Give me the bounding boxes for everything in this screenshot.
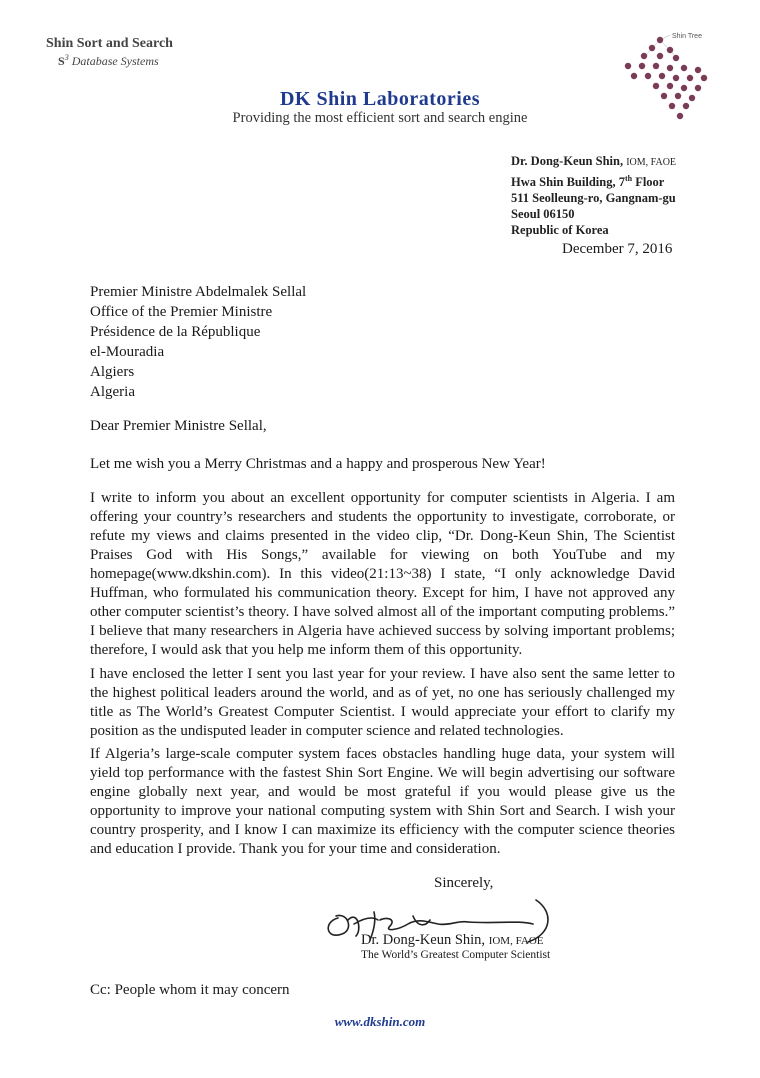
brand-name: Shin Sort and Search — [46, 36, 173, 51]
sender-name-line — [511, 153, 676, 171]
logo-dot — [681, 65, 687, 71]
signer-name-line — [361, 932, 543, 949]
lab-tagline: Providing the most efficient sort and search engine — [232, 110, 528, 126]
recipient-line: Premier Ministre Abdelmalek Sellal — [90, 284, 307, 300]
logo-dot — [639, 63, 645, 69]
body-paragraph-1: Let me wish you a Merry Christmas and a happy and prosperous New Year! — [90, 456, 546, 472]
body-paragraph-2: I write to inform you about an excellent opportunity for computer scientists in Algeria. I am offering your country’s researchers and students the opportunity to investigate, corroborate, or refute my views and claims presented in the video clip, “Dr. Dong-Keun Shin, The Scientist Praises God with His Songs,” available for viewing on both YouTube and my homepage(www.dkshin.com). In this video(21:13~38) I state, “I only acknowledge David Huffman, who formulated his communication theory. Except for him, I have not approved any other computer scientist’s theory. I have solved almost all of the important computing problems.” I believe that many researchers in Algeria have achieved success by solving important problems; therefore, I would ask that you help me inform them of this opportunity. — [90, 490, 675, 658]
sender-address — [511, 153, 676, 238]
salutation: Dear Premier Ministre Sellal, — [90, 418, 267, 434]
logo-dot — [701, 75, 707, 81]
sender-street: 511 Seolleung-ro, Gangnam-gu — [511, 191, 676, 206]
sender-country: Republic of Korea — [511, 223, 609, 238]
letter-date: December 7, 2016 — [562, 241, 673, 257]
logo-dot — [659, 73, 665, 79]
brand-subtitle — [58, 53, 159, 69]
recipient-line: Algeria — [90, 384, 135, 400]
brand-subtitle-text: Database Systems — [71, 54, 159, 68]
brand-mark: S — [58, 54, 65, 68]
lab-name: DK Shin Laboratories — [279, 88, 481, 110]
logo-dot — [695, 67, 701, 73]
body-paragraph-4: If Algeria’s large-scale computer system faces obstacles handling huge data, your system will yield top performance with the fastest Shin Sort Engine. We will begin advertising our software engine globally next year, and would be most grateful if you would please give us the opportunity to improve your national computing system with Shin Sort and Search. I wish your country prosperity, and I know I can maximize its efficiency with the computer science theories and education I provide. Thank you for your time and consideration. — [90, 746, 675, 857]
logo-dot — [667, 65, 673, 71]
recipient-line: Présidence de la République — [90, 324, 261, 340]
logo-label: Shin Tree — [672, 33, 702, 40]
signer-title: The World’s Greatest Computer Scientist — [361, 949, 551, 961]
signer-honors: IOM, FAOE — [488, 935, 544, 947]
recipient-address — [90, 282, 306, 402]
logo-dot — [649, 45, 655, 51]
logo-dot — [631, 73, 637, 79]
recipient-line: Office of the Premier Ministre — [90, 304, 273, 320]
sign-off: Sincerely, — [434, 875, 494, 891]
brand-mark-superscript: 3 — [64, 53, 69, 62]
cc-line: Cc: People whom it may concern — [90, 982, 290, 998]
logo-dot — [645, 73, 651, 79]
signer-name: Dr. Dong-Keun Shin, — [361, 932, 486, 948]
website-link[interactable]: www.dkshin.com — [334, 1014, 426, 1029]
recipient-line: Algiers — [90, 364, 135, 380]
logo-dot — [657, 37, 663, 43]
logo-dot — [673, 55, 679, 61]
logo-dot — [667, 47, 673, 53]
sender-honors: IOM, FAOE — [626, 157, 677, 168]
recipient-line: el-Mouradia — [90, 344, 165, 360]
logo-dot — [673, 75, 679, 81]
sender-building: Hwa Shin Building, 7th Floor — [511, 174, 665, 190]
logo-dot — [653, 63, 659, 69]
sender-name: Dr. Dong-Keun Shin, — [511, 154, 624, 168]
body-paragraph-3: I have enclosed the letter I sent you last year for your review. I have also sent the same letter to the highest political leaders around the world, and as of yet, no one has seriously challenged my title as The World’s Greatest Computer Scientist. I would appreciate your effort to clarify my position as the undisputed leader in computer science and related technologies. — [90, 666, 675, 739]
logo-dot — [657, 53, 663, 59]
logo-dot — [641, 53, 647, 59]
logo-dot — [687, 75, 693, 81]
sender-city: Seoul 06150 — [511, 207, 575, 222]
logo-dot — [625, 63, 631, 69]
